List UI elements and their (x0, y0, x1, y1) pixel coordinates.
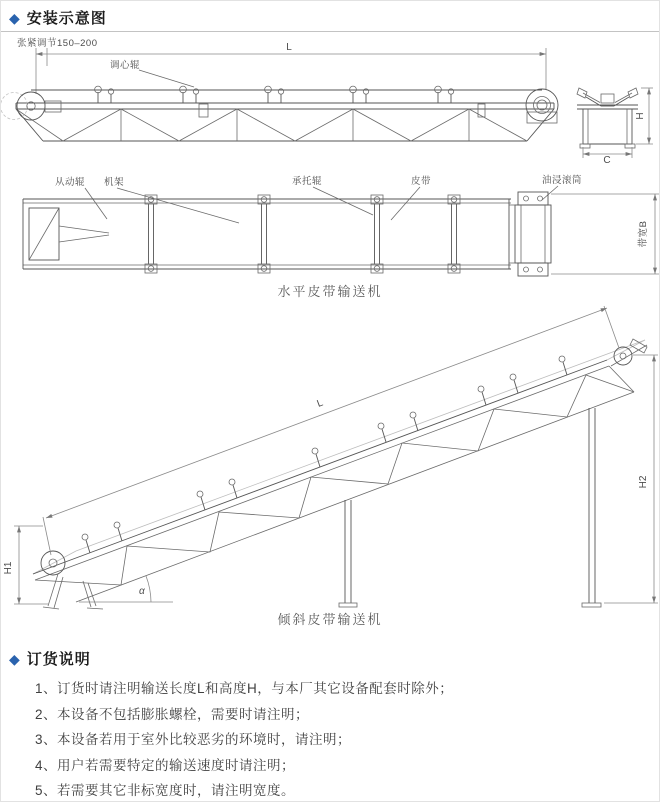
ordering-note-4: 4、用户若需要特定的输送速度时请注明； (35, 757, 296, 773)
oil-drum-assembly (509, 192, 551, 276)
installation-title: 安装示意图 (26, 10, 107, 27)
end-view-c-dimension (583, 147, 632, 164)
h2-dimension (604, 355, 658, 603)
horizontal-conveyor-caption: 水平皮带输送机 (277, 284, 383, 299)
plan-frame (23, 199, 511, 269)
incline-length-label: L (315, 397, 325, 410)
oil-drum-leader (542, 186, 558, 200)
ordering-note-3: 3、本设备若用于室外比较恶劣的环境时，请注明； (35, 732, 352, 747)
oil-drum-label: 油浸滚筒 (542, 175, 583, 186)
driven-roller-leader (85, 188, 107, 219)
diamond-icon: ◆ (9, 650, 20, 667)
belt-leader (391, 187, 420, 220)
inclined-truss (33, 360, 634, 602)
inclined-conveyor-caption: 倾斜皮带输送机 (277, 612, 383, 627)
carrier-rollers-side (95, 86, 454, 103)
support-legs (339, 408, 601, 607)
ordering-notes-list (1, 676, 659, 802)
inclined-rollers (82, 356, 567, 553)
angle-alpha-label: α (139, 586, 145, 597)
driven-roller-assembly (29, 208, 109, 260)
aligning-roller-label: 调心辊 (110, 60, 141, 71)
belt-label: 皮带 (411, 176, 432, 187)
end-view-c-label: C (603, 155, 611, 164)
side-conveyor-frame (16, 90, 554, 141)
ordering-section-header (1, 642, 659, 672)
frame-label: 机架 (104, 177, 125, 188)
ordering-title: 订货说明 (26, 651, 91, 668)
inclined-view-drawing (1, 302, 660, 612)
head-pulley (526, 89, 558, 123)
end-view-h-label: H (635, 112, 646, 120)
aligning-roller-leader (139, 70, 194, 87)
ordering-note-2: 2、本设备不包括膨胀螺栓，需要时请注明； (35, 706, 310, 722)
ordering-note-5: 5、若需要其它非标宽度时，请注明宽度。 (35, 783, 296, 798)
belt-plane (33, 340, 645, 574)
plan-view-drawing (1, 164, 660, 284)
h1-label: H1 (3, 561, 14, 575)
carrier-roller-leader (313, 187, 373, 215)
driven-roller-label: 从动辊 (55, 177, 86, 188)
tail-pulley (1, 92, 61, 120)
side-length-label: L (286, 42, 292, 53)
side-view-drawing (1, 32, 660, 164)
h2-label: H2 (638, 475, 649, 489)
belt-width-dimension (551, 194, 659, 274)
inclined-head-pulley (611, 339, 647, 366)
end-view-h-dimension (635, 88, 653, 144)
carrier-roller-label: 承托辊 (292, 176, 323, 187)
tension-adjust-label: 张紧调节150–200 (17, 38, 98, 49)
end-view (577, 88, 638, 148)
carrier-roller-groups (145, 195, 460, 273)
installation-section-header (1, 1, 659, 32)
frame-leader (117, 188, 239, 223)
belt-width-label: 带宽B (638, 220, 649, 248)
ordering-note-1: 1、订货时请注明输送长度L和高度H，与本厂其它设备配套时除外； (35, 681, 454, 696)
diamond-icon: ◆ (9, 9, 20, 26)
